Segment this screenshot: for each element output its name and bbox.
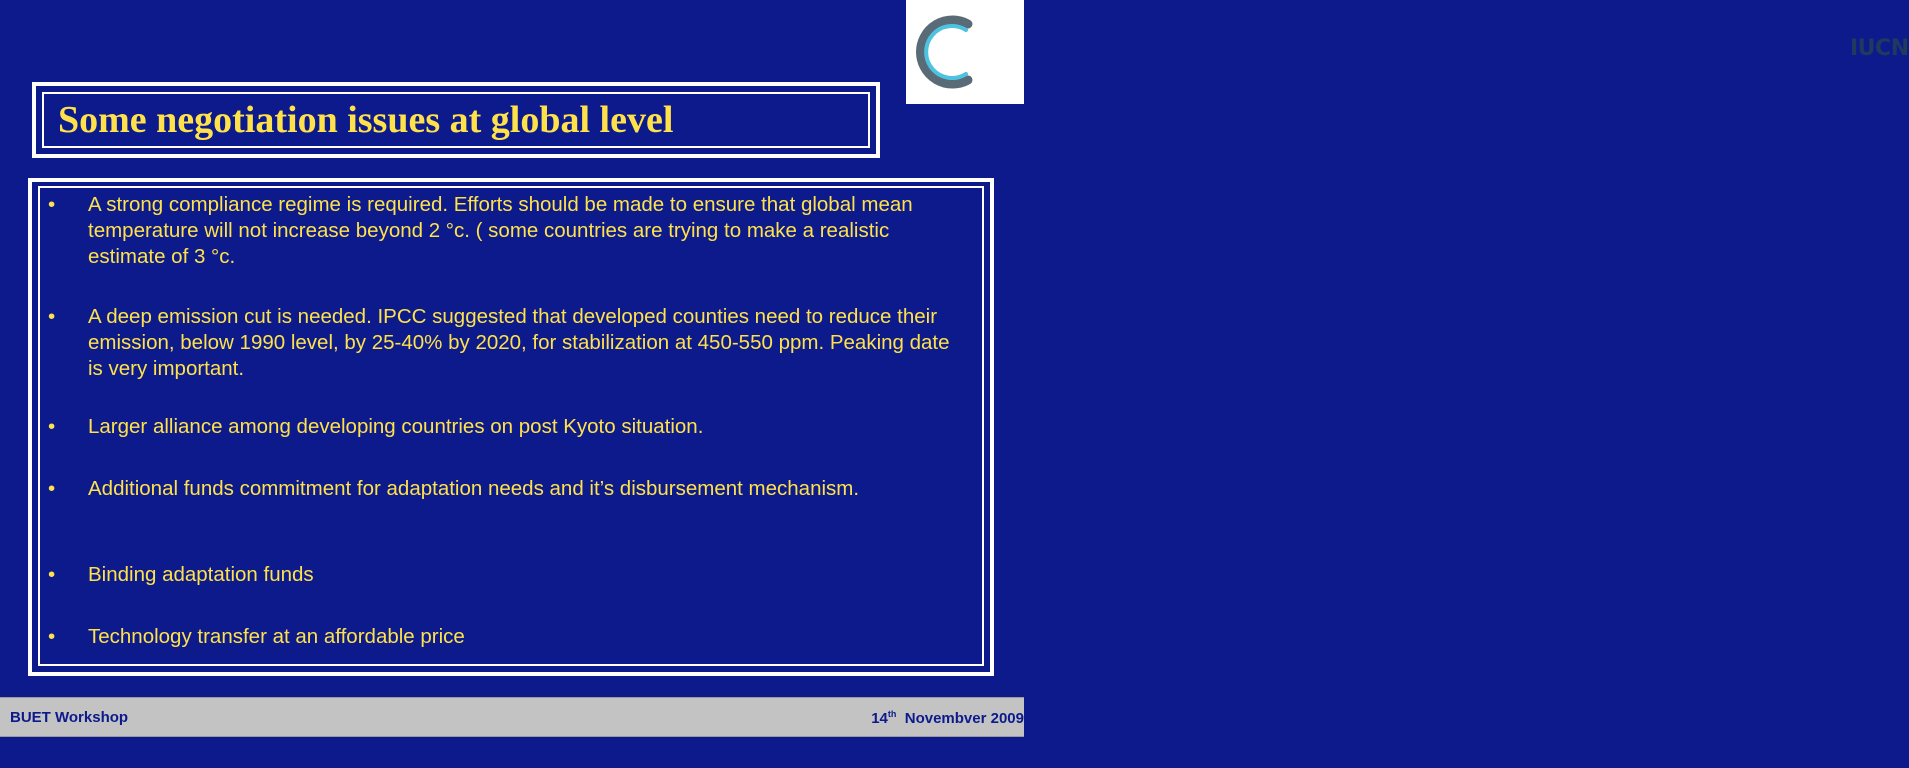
bullet-text: Larger alliance among developing countries on post Kyoto situation. [88, 415, 704, 438]
title-inner-border [42, 92, 870, 148]
bullet-marker: • [48, 415, 56, 438]
title-frame [32, 82, 880, 158]
bullet-item [40, 562, 968, 588]
footer-date-rest: Novembver 2009 [904, 710, 1024, 727]
footer-date-suffix: th [887, 709, 897, 719]
logo-box [906, 0, 1909, 104]
footer-date-day: 14 [871, 710, 888, 727]
bullet-item [40, 304, 968, 382]
page-title: Some negotiation issues at global level [58, 99, 674, 141]
bullet-marker: • [48, 193, 56, 216]
footer-bar [0, 697, 1024, 737]
logo-text: IUCN [1850, 36, 1909, 61]
content-frame [28, 178, 994, 676]
bullet-text: Binding adaptation funds [88, 563, 314, 586]
bullet-marker: • [48, 477, 56, 500]
bullet-text: A deep emission cut is needed. IPCC suggested that developed counties need to reduce their emission, below 1990 level, by 25-40% by 2020, for stabilization at 450-550 ppm. Peaking date is very important. [88, 305, 950, 380]
bullet-text: A strong compliance regime is required. Efforts should be made to ensure that global mean temperature will not increase beyond 2 °c. ( some countries are trying to make a realistic estimate of 3 °c. [88, 193, 913, 268]
bullet-item [40, 414, 968, 440]
footer-event-name: BUET Workshop [10, 709, 129, 726]
bullet-text: Additional funds commitment for adaptation needs and it’s disbursement mechanism. [88, 477, 860, 500]
bullet-text: Technology transfer at an affordable price [88, 625, 465, 648]
bullet-item [40, 624, 968, 650]
bullet-item [40, 476, 968, 502]
bullet-marker: • [48, 563, 56, 586]
content-inner-border [38, 186, 984, 666]
bullet-item [40, 192, 968, 270]
footer-date [871, 709, 1024, 727]
bullet-marker: • [48, 625, 56, 648]
iucn-logo-icon [906, 0, 1024, 104]
bullet-marker: • [48, 305, 56, 328]
